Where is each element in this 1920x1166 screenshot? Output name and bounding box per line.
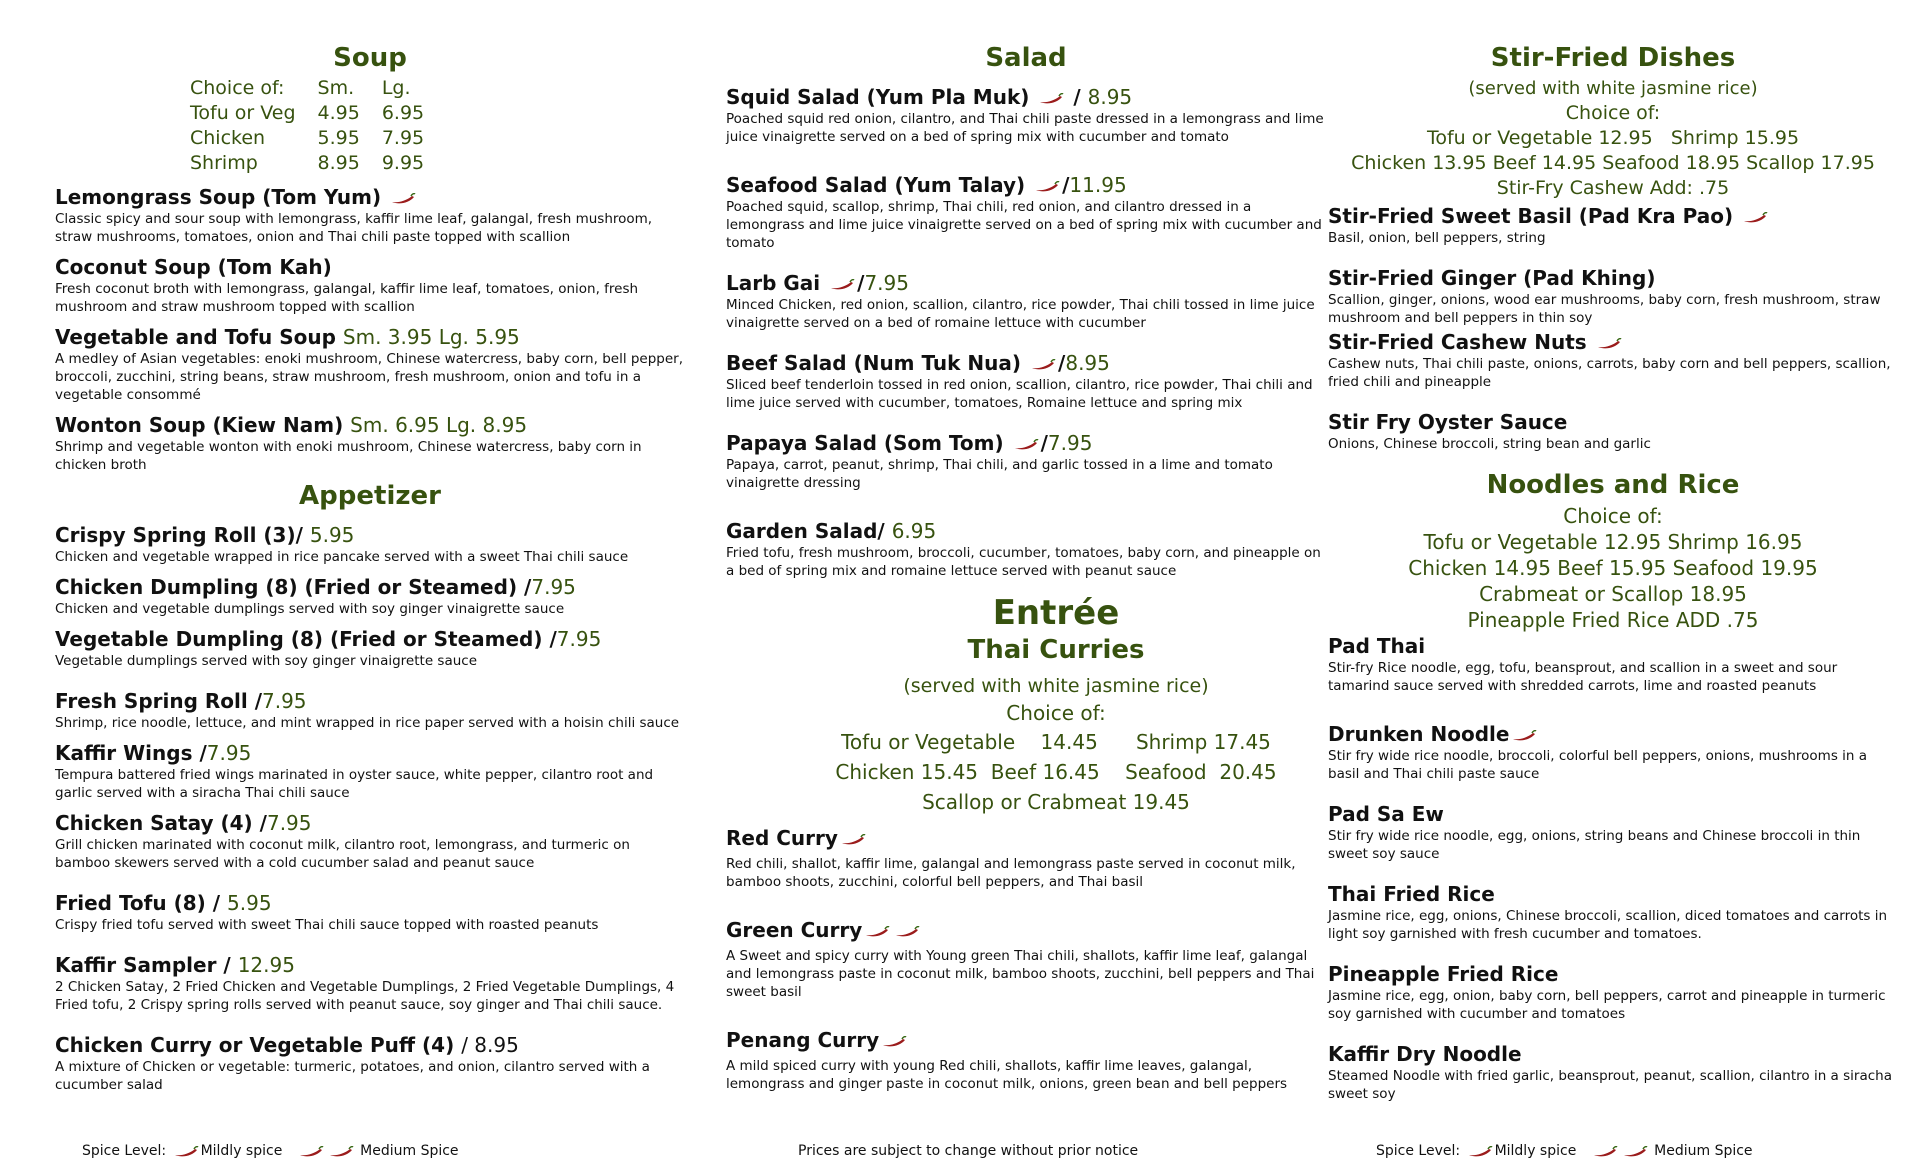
item-description: Minced Chicken, red onion, scallion, cilantro, rice powder, Thai chili tossed in lime juice vinaigrette served on a bed of romaine lettuce with cucumber [726, 297, 1315, 331]
entree-header [786, 592, 1326, 817]
chili-pepper-icon [1030, 359, 1056, 370]
price-notice: Prices are subject to change without prior notice [798, 1143, 1139, 1159]
menu-item [1328, 329, 1898, 391]
chili-pepper-icon [840, 834, 866, 845]
item-description: Stir-fry Rice noodle, egg, tofu, beansprout, and scallion in a sweet and sour tamarind sauce served with shredded carrots, lime and roasted peanuts [1328, 660, 1838, 694]
mild-label: Mildly spice [1494, 1143, 1577, 1159]
item-description: Scallion, ginger, onions, wood ear mushrooms, baby corn, fresh mushroom, straw mushroom and bell peppers in thin soy [1328, 292, 1881, 326]
item-separator: / [1040, 431, 1048, 455]
soup-price-table [190, 76, 446, 176]
item-name: Red Curry [726, 826, 838, 850]
table-cell: Lg. [381, 77, 411, 99]
item-description: Shrimp and vegetable wonton with enoki mushroom, Chinese watercress, baby corn in chicken broth [55, 439, 642, 473]
item-name: Larb Gai [726, 271, 821, 295]
table-cell: Tofu or Veg [190, 102, 296, 124]
item-name: Kaffir Wings / [55, 741, 207, 765]
served-note: (served with white jasmine rice) [1468, 78, 1758, 99]
soup-heading: Soup [333, 43, 407, 73]
menu-item [55, 254, 685, 316]
item-name: Chicken Curry or Vegetable Puff (4) [55, 1033, 455, 1057]
item-name: Vegetable and Tofu Soup [55, 325, 336, 349]
item-description: Red chili, shallot, kaffir lime, galangal and lemongrass paste served in coconut milk, bamboo shoots, zucchini, colorful bell peppers, and Thai basil [726, 856, 1296, 890]
item-name: Vegetable Dumpling (8) (Fried or Steamed) / [55, 627, 557, 651]
price-line: Tofu or Vegetable 12.95 Shrimp 15.95 [1426, 127, 1800, 149]
item-description: Vegetable dumplings served with soy ginger vinaigrette sauce [55, 653, 478, 669]
chili-pepper-icon [1034, 181, 1060, 192]
item-price: 7.95 [266, 811, 312, 835]
table-cell: 4.95 [317, 102, 360, 124]
table-cell: 6.95 [381, 102, 425, 124]
item-description: A mild spiced curry with young Red chili, shallots, kaffir lime leaves, galangal, lemongrass and ginger paste in coconut milk, onions, green bean and bell peppers [726, 1058, 1288, 1092]
menu-item [726, 825, 1326, 891]
choice-label: Choice of: [1563, 504, 1663, 528]
menu-item [726, 518, 1326, 580]
item-name: Thai Fried Rice [1328, 882, 1495, 906]
item-price: 5.95 [227, 891, 272, 915]
item-description: Jasmine rice, egg, onions, Chinese broccoli, scallion, diced tomatoes and carrots in light soy garnished with fresh cucumber and tomatoes. [1328, 908, 1888, 942]
item-price: 7.95 [262, 689, 307, 713]
item-description: A mixture of Chicken or vegetable: turmeric, potatoes, and onion, cilantro served with a cucumber salad [55, 1059, 650, 1093]
served-note: (served with white jasmine rice) [903, 675, 1209, 697]
price-line: Crabmeat or Scallop 18.95 [1479, 582, 1747, 606]
item-name: Stir-Fried Cashew Nuts [1328, 330, 1587, 354]
choice-label: Choice of: [1006, 701, 1106, 725]
spice-level-label: Spice Level: [82, 1143, 167, 1159]
item-description: A Sweet and spicy curry with Young green Thai chili, shallots, kaffir lime leaf, galangal and lemongrass paste in coconut milk, bamboo shoots, zucchini, bell peppers and Thai sweet basil [726, 948, 1315, 1000]
item-description: Steamed Noodle with fried garlic, beansprout, peanut, scallion, cilantro in a siracha sweet soy [1328, 1068, 1892, 1102]
item-description: Poached squid, scallop, shrimp, Thai chili, red onion, and cilantro dressed in a lemongrass and lime juice vinaigrette served on a bed of spring mix with cucumber and tomato [726, 199, 1322, 251]
column-salad-entree [726, 40, 1326, 1093]
menu-item [55, 324, 685, 404]
menu-item [726, 917, 1326, 1001]
menu-item [55, 952, 685, 1014]
menu-item [55, 688, 685, 732]
chili-pepper-icon [298, 1146, 324, 1157]
menu-item [726, 172, 1326, 252]
menu-item [1328, 1041, 1898, 1103]
table-cell: Chicken [190, 127, 266, 149]
table-row [190, 151, 446, 176]
noodles-heading: Noodles and Rice [1486, 470, 1740, 500]
item-price: 7.95 [864, 271, 909, 295]
item-price: 7.95 [556, 627, 602, 651]
item-name: Stir Fry Oyster Sauce [1328, 410, 1568, 434]
chili-pepper-icon [328, 1146, 354, 1157]
menu-item [726, 270, 1326, 332]
chili-pepper-icon [390, 193, 416, 204]
item-name: Lemongrass Soup (Tom Yum) [55, 185, 382, 209]
chili-pepper-icon [881, 1036, 907, 1047]
item-description: 2 Chicken Satay, 2 Fried Chicken and Vegetable Dumplings, 2 Fried Vegetable Dumplings, 4 Fried tofu, 2 Crispy spring rolls served with peanut sauce, soy ginger and Thai chili sauce. [55, 979, 675, 1013]
price-line: Chicken 14.95 Beef 15.95 Seafood 19.95 [1408, 556, 1818, 580]
item-name: Papaya Salad (Som Tom) [726, 431, 1004, 455]
table-cell: 7.95 [381, 127, 425, 149]
item-price: 5.95 [309, 523, 355, 547]
table-cell: Sm. [317, 77, 355, 99]
table-row [190, 101, 446, 126]
menu-item [55, 412, 685, 474]
item-name: Kaffir Dry Noodle [1328, 1042, 1522, 1066]
item-description: Shrimp, rice noodle, lettuce, and mint wrapped in rice paper served with a hoisin chili sauce [55, 715, 680, 731]
item-description: Jasmine rice, egg, onion, baby corn, bell peppers, carrot and pineapple in turmeric soy garnished with cucumber and tomatoes [1328, 988, 1886, 1022]
item-name: Fresh Spring Roll / [55, 689, 262, 713]
item-name: Seafood Salad (Yum Talay) [726, 173, 1026, 197]
chili-pepper-icon [1511, 730, 1537, 741]
item-description: Classic spicy and sour soup with lemongrass, kaffir lime leaf, galangal, fresh mushroom, straw mushrooms, tomatoes, onion and Thai chili paste topped with scallion [55, 211, 653, 245]
thai-curries-heading: Thai Curries [967, 635, 1145, 665]
table-cell: 8.95 [317, 152, 360, 174]
item-name: Chicken Satay (4) / [55, 811, 267, 835]
item-description: Chicken and vegetable dumplings served with soy ginger vinaigrette sauce [55, 601, 565, 617]
chili-pepper-icon [864, 926, 890, 937]
menu-item [1328, 265, 1898, 327]
item-name: Chicken Dumpling (8) (Fried or Steamed) / [55, 575, 532, 599]
item-description: Stir fry wide rice noodle, broccoli, colorful bell peppers, onions, mushrooms in a basil and Thai chili paste sauce [1328, 748, 1868, 782]
chili-pepper-icon [1467, 1146, 1493, 1157]
item-name: Drunken Noodle [1328, 722, 1510, 746]
item-description: Poached squid red onion, cilantro, and Thai chili paste dressed in a lemongrass and lime juice vinaigrette served on a bed of spring mix with cucumber and tomato [726, 111, 1324, 145]
item-separator: / [1062, 173, 1070, 197]
price-line: Chicken 15.45 Beef 16.45 Seafood 20.45 [835, 760, 1277, 784]
item-description: Fried tofu, fresh mushroom, broccoli, cucumber, tomatoes, baby corn, and pineapple on a bed of spring mix and romaine lettuce served with peanut sauce [726, 545, 1321, 579]
table-cell: 9.95 [381, 152, 425, 174]
menu-item [726, 430, 1326, 492]
item-name: Beef Salad (Num Tuk Nua) [726, 351, 1022, 375]
chili-pepper-icon [829, 279, 855, 290]
item-name: Garden Salad/ [726, 519, 885, 543]
chili-pepper-icon [894, 926, 920, 937]
item-price: / 8.95 [461, 1033, 519, 1057]
item-price: 7.95 [1047, 431, 1093, 455]
table-row [190, 126, 446, 151]
item-price: 7.95 [206, 741, 252, 765]
spice-level-label: Spice Level: [1376, 1143, 1461, 1159]
price-line: Chicken 13.95 Beef 14.95 Seafood 18.95 Scallop 17.95 [1351, 152, 1875, 174]
menu-item [1328, 633, 1898, 695]
item-price: 8.95 [1087, 85, 1133, 109]
item-separator: / [1058, 351, 1066, 375]
item-name: Wonton Soup (Kiew Nam) [55, 413, 344, 437]
chili-pepper-icon [1742, 212, 1768, 223]
item-description: Tempura battered fried wings marinated in oyster sauce, white pepper, cilantro root and garlic served with a siracha Thai chili sauce [55, 767, 654, 801]
menu-item [55, 740, 685, 802]
chili-pepper-icon [1592, 1146, 1618, 1157]
menu-item [1328, 721, 1898, 783]
menu-item [55, 184, 685, 246]
item-price: 7.95 [531, 575, 576, 599]
column-soup-appetizer [55, 40, 685, 1094]
item-description: Chicken and vegetable wrapped in rice pancake served with a sweet Thai chili sauce [55, 549, 629, 565]
item-description: Fresh coconut broth with lemongrass, galangal, kaffir lime leaf, tomatoes, onion, fresh mushroom and straw mushroom topped with scallion [55, 281, 639, 315]
menu-item [1328, 203, 1898, 247]
chili-pepper-icon [1622, 1146, 1648, 1157]
menu-item [1328, 961, 1898, 1023]
medium-label: Medium Spice [1654, 1143, 1753, 1159]
chili-pepper-icon [173, 1146, 199, 1157]
price-line: Tofu or Vegetable 12.95 Shrimp 16.95 [1423, 530, 1803, 554]
menu-item [1328, 881, 1898, 943]
menu-item [55, 810, 685, 872]
item-description: Cashew nuts, Thai chili paste, onions, carrots, baby corn and bell peppers, scallion, fried chili and pineapple [1328, 356, 1891, 390]
item-name: Pad Sa Ew [1328, 802, 1444, 826]
item-price: 12.95 [237, 953, 295, 977]
menu-item [55, 1032, 685, 1094]
item-description: Onions, Chinese broccoli, string bean and garlic [1328, 436, 1651, 452]
price-line: Scallop or Crabmeat 19.45 [922, 790, 1190, 814]
item-price: Sm. 6.95 Lg. 8.95 [350, 413, 528, 437]
spice-legend-right [1376, 1142, 1753, 1160]
item-name: Penang Curry [726, 1028, 880, 1052]
item-description: Sliced beef tenderloin tossed in red onion, scallion, cilantro, rice powder, Thai chili and lime juice served with cucumber, tomatoes, Romaine lettuce and spring mix [726, 377, 1313, 411]
item-price: 11.95 [1069, 173, 1127, 197]
table-row [190, 76, 446, 101]
item-description: Grill chicken marinated with coconut milk, cilantro root, lemongrass, and turmeric on bamboo skewers served with a cold cucumber salad and peanut sauce [55, 837, 630, 871]
menu-item [55, 890, 685, 934]
chili-pepper-icon [1596, 338, 1622, 349]
menu-item [1328, 801, 1898, 863]
item-name: Stir-Fried Ginger (Pad Khing) [1328, 266, 1656, 290]
item-description: A medley of Asian vegetables: enoki mushroom, Chinese watercress, baby corn, bell pepper, broccoli, zucchini, string beans, straw mushroom, fresh mushroom, onion and tofu in a vegetable consommé [55, 351, 684, 403]
stirfried-heading: Stir-Fried Dishes [1490, 43, 1736, 73]
item-name: Kaffir Sampler / [55, 953, 231, 977]
menu-item [726, 1027, 1326, 1093]
table-cell: Shrimp [190, 152, 258, 174]
item-name: Fried Tofu (8) / [55, 891, 221, 915]
item-price: 6.95 [891, 519, 937, 543]
menu-item [726, 84, 1326, 146]
table-cell: Choice of: [190, 77, 285, 99]
appetizer-heading: Appetizer [299, 481, 441, 511]
item-description: Basil, onion, bell peppers, string [1328, 230, 1546, 246]
item-name: Pineapple Fried Rice [1328, 962, 1559, 986]
choice-label: Choice of: [1565, 102, 1661, 124]
price-line: Pineapple Fried Rice ADD .75 [1467, 608, 1759, 632]
item-price: Sm. 3.95 Lg. 5.95 [342, 325, 520, 349]
menu-item [55, 522, 685, 566]
price-line: Stir-Fry Cashew Add: .75 [1496, 177, 1730, 199]
item-name: Coconut Soup (Tom Kah) [55, 255, 332, 279]
item-description: Stir fry wide rice noodle, egg, onions, string beans and Chinese broccoli in thin sweet soy sauce [1328, 828, 1861, 862]
item-name: Green Curry [726, 918, 863, 942]
menu-item [55, 574, 685, 618]
chili-pepper-icon [1013, 439, 1039, 450]
item-separator: / [1073, 85, 1081, 109]
medium-label: Medium Spice [360, 1143, 459, 1159]
entree-heading: Entrée [992, 593, 1120, 633]
item-name: Crispy Spring Roll (3)/ [55, 523, 303, 547]
item-separator: / [857, 271, 865, 295]
menu-item [726, 350, 1326, 412]
item-name: Pad Thai [1328, 634, 1426, 658]
item-description: Crispy fried tofu served with sweet Thai chili sauce topped with roasted peanuts [55, 917, 599, 933]
item-name: Squid Salad (Yum Pla Muk) [726, 85, 1030, 109]
price-line: Tofu or Vegetable 14.45 Shrimp 17.45 [841, 730, 1271, 754]
table-cell: 5.95 [317, 127, 360, 149]
salad-heading: Salad [985, 43, 1067, 73]
menu-item [1328, 409, 1898, 453]
menu-item [55, 626, 685, 670]
item-price: 8.95 [1065, 351, 1110, 375]
item-description: Papaya, carrot, peanut, shrimp, Thai chili, and garlic tossed in a lime and tomato vinaigrette dressing [726, 457, 1273, 491]
spice-legend-left [82, 1142, 459, 1160]
chili-pepper-icon [1038, 93, 1064, 104]
mild-label: Mildly spice [200, 1143, 283, 1159]
column-stirfried-noodles [1328, 40, 1898, 1103]
item-name: Stir-Fried Sweet Basil (Pad Kra Pao) [1328, 204, 1734, 228]
